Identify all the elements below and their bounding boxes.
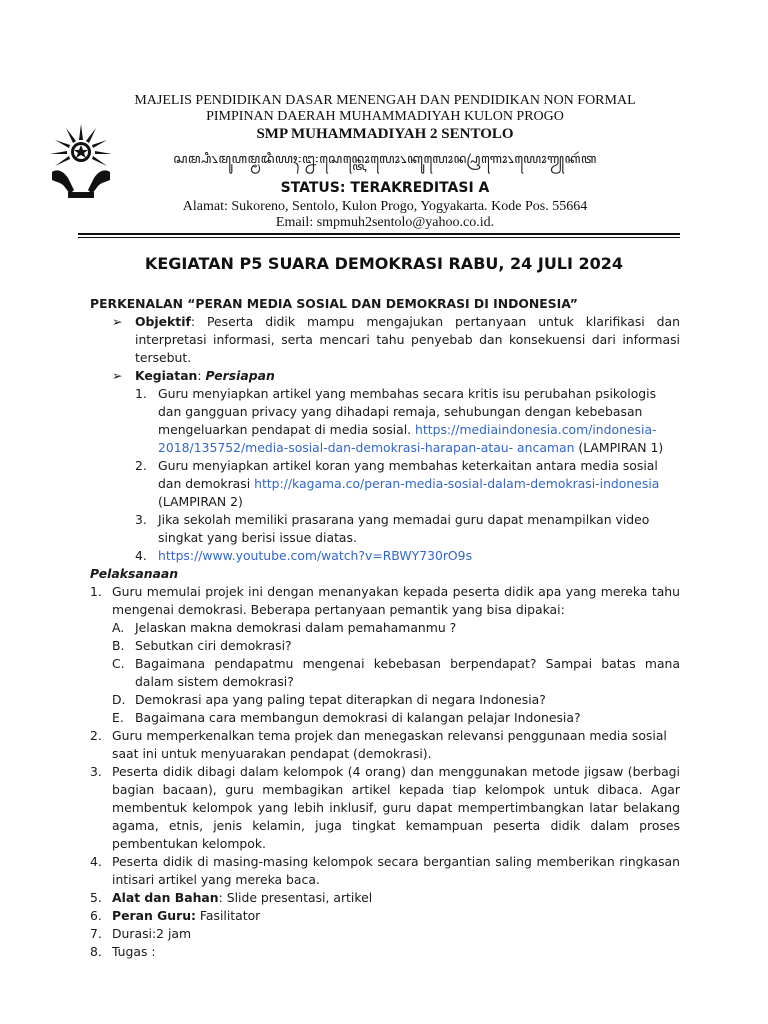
persiapan-num: 1. [135, 386, 147, 401]
persiapan-item [90, 457, 680, 511]
peran-text: Fasilitator [195, 908, 261, 923]
question-text: Bagaimana pendapatmu mengenai kebebasan berpendapat? Sampai batas mana dalam sistem demokrasi? [135, 656, 680, 689]
objektif-label: Objektif [135, 314, 191, 329]
persiapan-item [90, 385, 680, 457]
step-num: 8. [90, 944, 102, 959]
persiapan-item [90, 511, 680, 547]
perkenalan-heading: PERKENALAN “PERAN MEDIA SOSIAL DAN DEMOKRASI DI INDONESIA” [90, 296, 578, 311]
step-text: Peserta didik dibagi dalam kelompok (4 orang) dan menggunakan metode jigsaw (berbagi bagian bacaan), guru membagikan artikel kepada tiap kelompok untuk dibaca. Agar membentuk kelompok yang lebih inklusif, guru dapat mempertimbangkan latar belakang agama, etnis, jenis kelamin, juga tingkat kemampuan peserta didik dalam proses pembentukan kelompok. [112, 764, 680, 851]
persiapan-num: 3. [135, 512, 147, 527]
step-num: 6. [90, 908, 102, 923]
alat-text: : Slide presentasi, artikel [218, 890, 373, 905]
question-letter: E. [112, 710, 124, 725]
header-divider-thick [78, 233, 680, 235]
lampiran-1-link[interactable]: https://mediaindonesia.com/indonesia-2018/135752/media-sosial-dan-demokrasi-harapan-atau- ancaman [158, 422, 657, 455]
header-javanese-script: ꦱꦩ꧀ꦥꦶ꧈ꦩꦸꦲꦩ꧀ꦩꦢꦶꦪꦃ꧇꧒꧇ꦱꦺꦤ꧀ꦠꦺꦴꦭꦺꦴ꧈ꦏꦸꦭꦺꦴꦤ꧀ꦥꦿꦒꦺꦴ꧈ꦪꦺꦴꦒꦾꦏꦂꦠ [173, 152, 597, 167]
question-item [90, 691, 680, 709]
question-letter: A. [112, 620, 125, 635]
alat-label: Alat dan Bahan [112, 890, 219, 905]
pelaksanaan-step [90, 853, 680, 889]
step-text: Guru memulai projek ini dengan menanyakan kepada peserta didik apa yang mereka tahu mengenai demokrasi. Beberapa pertanyaan pemantik yang bisa dipakai: [112, 584, 680, 617]
kegiatan-label: Kegiatan [135, 368, 198, 383]
lampiran-2-link[interactable]: http://kagama.co/peran-media-sosial-dalam-demokrasi-indonesia [254, 476, 660, 491]
question-letter: B. [112, 638, 125, 653]
alat-bahan-step [90, 889, 680, 907]
kegiatan-value: Persiapan [205, 368, 275, 383]
step-num: 3. [90, 764, 102, 779]
persiapan-suffix: (LAMPIRAN 1) [574, 440, 664, 455]
persiapan-list [90, 385, 680, 565]
pelaksanaan-list [90, 583, 680, 961]
arrow-bullet-icon: ➢ [112, 368, 123, 383]
pelaksanaan-step [90, 763, 680, 853]
question-item [90, 637, 680, 655]
kegiatan-separator: : [197, 368, 206, 383]
step-num: 1. [90, 584, 102, 599]
step-num: 7. [90, 926, 102, 941]
pelaksanaan-heading: Pelaksanaan [90, 566, 179, 581]
step-num: 4. [90, 854, 102, 869]
arrow-bullet-icon: ➢ [112, 314, 123, 329]
question-text: Bagaimana cara membangun demokrasi di kalangan pelajar Indonesia? [135, 710, 581, 725]
durasi-text: Durasi:2 jam [112, 926, 192, 941]
durasi-step [90, 925, 680, 943]
question-letter: D. [112, 692, 126, 707]
question-text: Sebutkan ciri demokrasi? [135, 638, 292, 653]
header-status: STATUS: TERAKREDITASI A [280, 180, 490, 196]
persiapan-item [90, 547, 680, 565]
school-logo [44, 116, 118, 202]
tugas-text: Tugas : [112, 944, 156, 959]
pelaksanaan-step [90, 583, 680, 619]
pelaksanaan-step [90, 727, 680, 763]
step-num: 2. [90, 728, 102, 743]
persiapan-text: Guru menyiapkan artikel koran yang membahas keterkaitan antara media sosial dan demokrasi [158, 458, 658, 491]
persiapan-text: Guru menyiapkan artikel yang membahas secara kritis isu perubahan psikologis dan gangguan privacy yang dihadapi remaja, sehubungan dengan kebebasan mengeluarkan pendapat di media sosial. [158, 386, 657, 437]
persiapan-num: 4. [135, 548, 147, 563]
question-item [90, 655, 680, 691]
peran-label: Peran Guru: [112, 908, 196, 923]
header-address: Alamat: Sukoreno, Sentolo, Kulon Progo, Yogyakarta. Kode Pos. 55664 [182, 199, 588, 214]
persiapan-num: 2. [135, 458, 147, 473]
page-title: KEGIATAN P5 SUARA DEMOKRASI RABU, 24 JULI 2024 [144, 254, 624, 273]
youtube-video-link[interactable]: https://www.youtube.com/watch?v=RBWY730rO9s [158, 548, 473, 563]
kegiatan-bullet [90, 367, 680, 385]
header-council: MAJELIS PENDIDIKAN DASAR MENENGAH DAN PENDIDIKAN NON FORMAL [134, 93, 636, 108]
tugas-step [90, 943, 680, 961]
persiapan-text: Jika sekolah memiliki prasarana yang memadai guru dapat menampilkan video singkat yang berisi issue diatas. [158, 512, 650, 545]
header-divider-thin [78, 237, 680, 238]
header-school-name: SMP MUHAMMADIYAH 2 SENTOLO [256, 126, 514, 142]
question-item [90, 619, 680, 637]
header-leadership: PIMPINAN DAERAH MUHAMMADIYAH KULON PROGO [206, 109, 564, 124]
peran-guru-step [90, 907, 680, 925]
step-text: Guru memperkenalkan tema projek dan menegaskan relevansi penggunaan media sosial saat ini untuk menyuarakan pendapat (demokrasi). [112, 728, 667, 761]
question-list [90, 619, 680, 727]
step-text: Peserta didik di masing-masing kelompok secara bergantian saling memberikan ringkasan intisari artikel yang mereka baca. [112, 854, 680, 887]
question-letter: C. [112, 656, 125, 671]
question-item [90, 709, 680, 727]
question-text: Demokrasi apa yang paling tepat diterapkan di negara Indonesia? [135, 692, 546, 707]
persiapan-suffix: (LAMPIRAN 2) [158, 494, 243, 509]
objektif-text: : Peserta didik mampu mengajukan pertanyaan untuk klarifikasi dan interpretasi informasi, serta mencari tahu penyebab dan konsekuensi dari informasi tersebut. [135, 314, 680, 365]
document-body [90, 295, 680, 961]
step-num: 5. [90, 890, 102, 905]
header-email: Email: smpmuh2sentolo@yahoo.co.id. [275, 215, 495, 230]
question-text: Jelaskan makna demokrasi dalam pemahamanmu ? [135, 620, 457, 635]
objektif-bullet [90, 313, 680, 367]
